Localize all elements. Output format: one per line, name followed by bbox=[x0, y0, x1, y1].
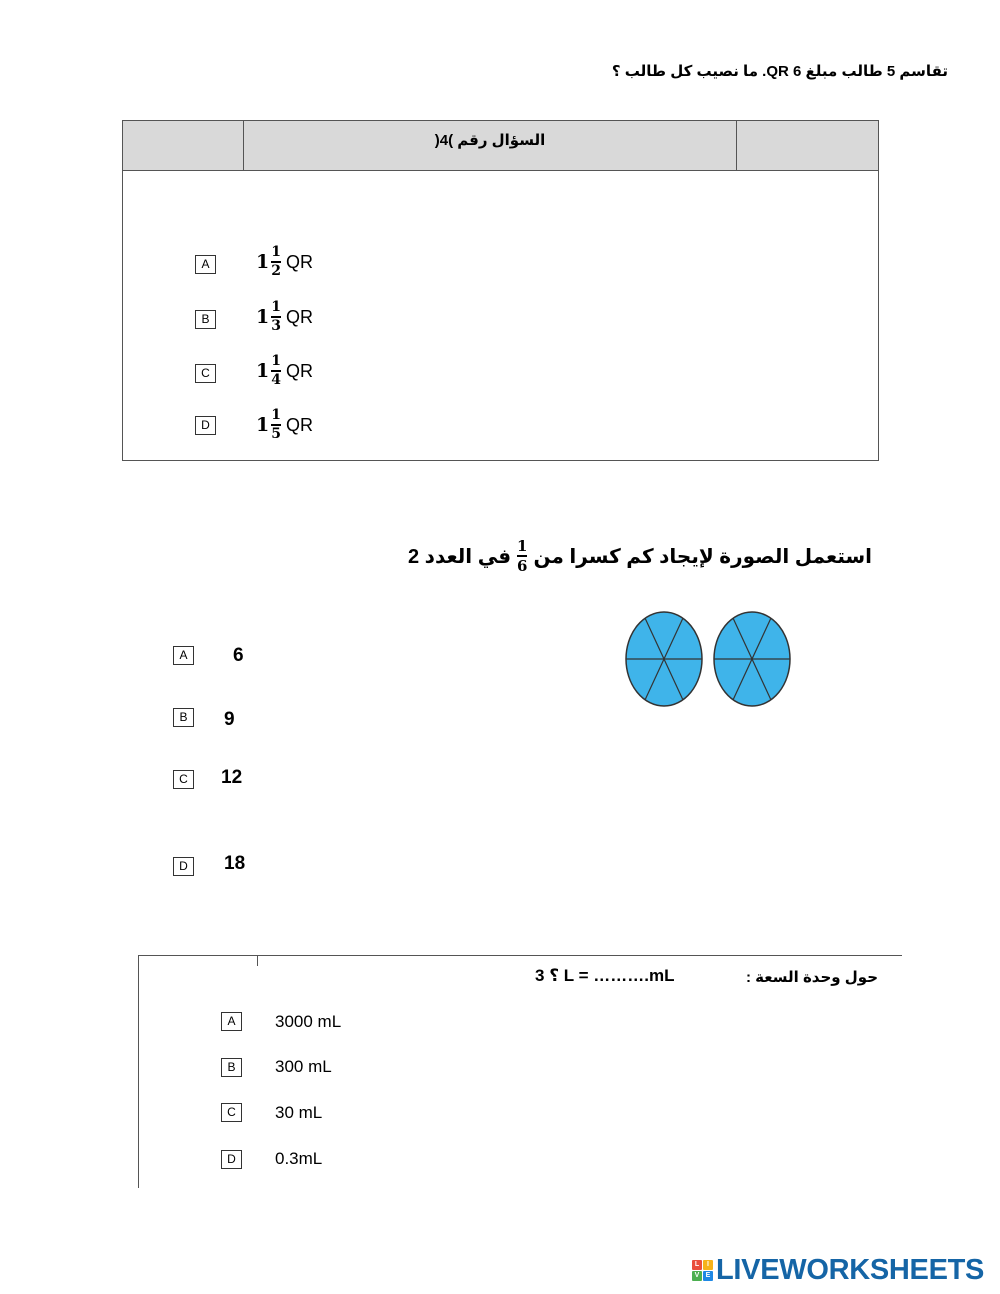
option-d-box[interactable]: D bbox=[195, 416, 216, 435]
denominator: 4 bbox=[271, 372, 281, 388]
question-6-box bbox=[138, 955, 902, 1188]
question-6-prefix: حول وحدة السعة : bbox=[746, 969, 878, 986]
option-d-value: 18 bbox=[224, 853, 246, 874]
option-b-box[interactable]: B bbox=[221, 1058, 242, 1077]
liveworksheets-brand bbox=[692, 1254, 984, 1287]
fraction bbox=[270, 300, 282, 334]
question-4-title: السؤال رقم )4( bbox=[434, 132, 546, 149]
option-a-value: 6 bbox=[233, 645, 244, 666]
numerator: 1 bbox=[517, 537, 528, 555]
whole-number: 1 bbox=[256, 414, 270, 436]
circle-right bbox=[714, 612, 790, 706]
option-b-box[interactable]: B bbox=[173, 708, 194, 727]
question-5-part2: في العدد 2 bbox=[408, 545, 512, 568]
whole-number: 1 bbox=[256, 306, 270, 328]
denominator: 2 bbox=[271, 263, 281, 279]
fraction bbox=[270, 408, 282, 442]
option-c-value: 12 bbox=[221, 767, 243, 788]
whole-number: 1 bbox=[256, 360, 270, 382]
numerator: 1 bbox=[271, 299, 281, 315]
whole-number: 1 bbox=[256, 251, 270, 273]
option-c-box[interactable]: C bbox=[221, 1103, 242, 1122]
logo-tile: E bbox=[703, 1271, 713, 1281]
question-5-text bbox=[408, 538, 872, 574]
question-4-header bbox=[123, 121, 878, 171]
option-d-box[interactable]: D bbox=[173, 857, 194, 876]
logo-tile: I bbox=[703, 1260, 713, 1270]
option-d-value: 0.3mL bbox=[275, 1149, 323, 1168]
denominator: 5 bbox=[271, 426, 281, 442]
denominator: 3 bbox=[271, 318, 281, 334]
numerator: 1 bbox=[271, 353, 281, 369]
question-5-fraction bbox=[517, 538, 527, 574]
option-c-box[interactable]: C bbox=[173, 770, 194, 789]
option-b-value: 9 bbox=[224, 709, 235, 730]
option-c-box[interactable]: C bbox=[195, 364, 216, 383]
numerator: 1 bbox=[271, 244, 281, 260]
logo-tile: V bbox=[692, 1271, 702, 1281]
unit: QR bbox=[285, 360, 313, 381]
header-divider bbox=[736, 121, 737, 171]
option-b-value: 300 mL bbox=[275, 1057, 332, 1076]
question-4-text: تقاسم 5 طالب مبلغ 6 QR. ما نصيب كل طالب ؟ bbox=[611, 63, 948, 80]
option-a-box[interactable]: A bbox=[195, 255, 216, 274]
option-c-value: 30 mL bbox=[275, 1103, 323, 1122]
unit: QR bbox=[285, 414, 313, 435]
question-4-box bbox=[122, 120, 879, 461]
fraction bbox=[270, 354, 282, 388]
numerator: 1 bbox=[271, 407, 281, 423]
option-c-value bbox=[256, 354, 313, 388]
logo-tile: L bbox=[692, 1260, 702, 1270]
option-a-value: 3000 mL bbox=[275, 1012, 342, 1031]
box-divider bbox=[257, 956, 258, 966]
option-b-value bbox=[256, 300, 313, 334]
fraction-circles-image bbox=[622, 607, 794, 711]
unit: QR bbox=[285, 251, 313, 272]
denominator: 6 bbox=[517, 557, 528, 575]
liveworksheets-logo-icon bbox=[692, 1260, 713, 1281]
question-5-part1: استعمل الصورة لإيجاد كم كسرا من bbox=[533, 545, 872, 568]
circle-left bbox=[626, 612, 702, 706]
option-a-box[interactable]: A bbox=[173, 646, 194, 665]
option-d-value bbox=[256, 408, 313, 442]
brand-name: LIVEWORKSHEETS bbox=[716, 1254, 985, 1286]
option-d-box[interactable]: D bbox=[221, 1150, 242, 1169]
fraction bbox=[270, 245, 282, 279]
option-a-value bbox=[256, 245, 313, 279]
question-6-equation: ؟ 3 L = ……….mL bbox=[535, 966, 675, 985]
option-a-box[interactable]: A bbox=[221, 1012, 242, 1031]
option-b-box[interactable]: B bbox=[195, 310, 216, 329]
unit: QR bbox=[285, 306, 313, 327]
